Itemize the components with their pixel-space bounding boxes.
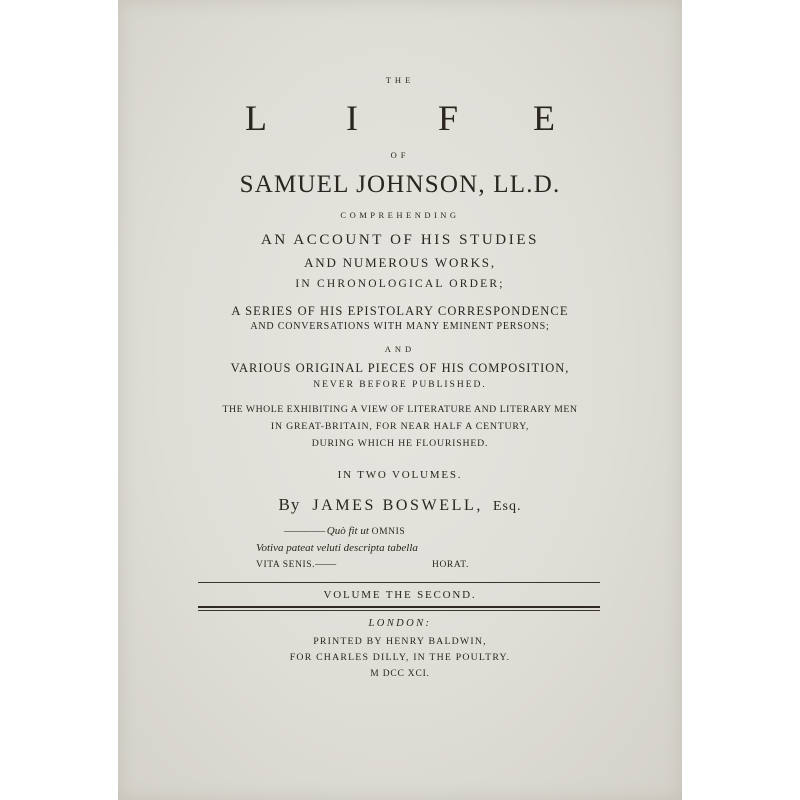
author-suffix: Esq. bbox=[492, 499, 522, 514]
subject-name: SAMUEL JOHNSON, LL.D. bbox=[239, 171, 561, 198]
title-letter-i: I bbox=[346, 98, 358, 138]
title-letter-e: E bbox=[533, 98, 555, 138]
series-line-1: A SERIES OF HIS EPISTOLARY CORRESPONDENCE bbox=[231, 304, 569, 318]
imprint-date: M DCC XCI. bbox=[370, 669, 430, 679]
various-line-2: NEVER BEFORE PUBLISHED. bbox=[313, 380, 487, 390]
motto-dash-1: ———— bbox=[284, 525, 324, 537]
motto-attribution: HORAT. bbox=[432, 560, 469, 570]
imprint-city: LONDON: bbox=[368, 618, 432, 629]
volumes-note: IN TWO VOLUMES. bbox=[337, 469, 463, 481]
various-line-1: VARIOUS ORIGINAL PIECES OF HIS COMPOSITION, bbox=[230, 361, 570, 375]
whole-line-2: IN GREAT-BRITAIN, FOR NEAR HALF A CENTURY, bbox=[270, 421, 530, 432]
motto-caps-1: OMNIS bbox=[371, 527, 406, 537]
motto-dash-3: —— bbox=[315, 558, 336, 570]
divider-bottom-thin bbox=[198, 610, 600, 611]
divider-bottom-thick bbox=[198, 606, 600, 608]
whole-line-3: DURING WHICH HE FLOURISHED. bbox=[311, 438, 489, 449]
account-line-3: IN CHRONOLOGICAL ORDER; bbox=[295, 278, 505, 290]
author-line bbox=[118, 496, 682, 514]
author-name: JAMES BOSWELL, bbox=[312, 497, 483, 514]
comprehending: COMPREHENDING bbox=[340, 210, 460, 220]
motto-text-2: Votiva pateat veluti descripta tabella bbox=[256, 542, 418, 554]
motto-line-2 bbox=[256, 543, 418, 554]
title-letter-f: F bbox=[437, 98, 459, 138]
divider-top bbox=[198, 582, 600, 583]
author-by: By bbox=[278, 495, 301, 514]
account-line-2: AND NUMEROUS WORKS, bbox=[304, 255, 496, 270]
title-page bbox=[118, 0, 682, 800]
volume-label: VOLUME THE SECOND. bbox=[323, 589, 477, 601]
imprint-publisher: FOR CHARLES DILLY, IN THE POULTRY. bbox=[289, 652, 511, 663]
imprint-printer: PRINTED BY HENRY BALDWIN, bbox=[313, 636, 487, 647]
title-of: OF bbox=[390, 150, 410, 160]
account-line-1: AN ACCOUNT OF HIS STUDIES bbox=[260, 232, 540, 248]
series-line-2: AND CONVERSATIONS WITH MANY EMINENT PERSONS; bbox=[250, 321, 550, 332]
motto-text-1: Quò fit ut bbox=[326, 525, 369, 537]
title-life bbox=[118, 100, 682, 136]
motto-line-3 bbox=[256, 559, 335, 571]
motto-line-1 bbox=[284, 526, 405, 538]
title-letter-l: L bbox=[245, 98, 267, 138]
whole-line-1: THE WHOLE EXHIBITING A VIEW OF LITERATURE AND LITERARY MEN bbox=[222, 404, 578, 415]
title-the: THE bbox=[385, 75, 415, 85]
and-word: AND bbox=[384, 344, 416, 354]
motto-caps-3: VITA SENIS. bbox=[256, 560, 316, 570]
